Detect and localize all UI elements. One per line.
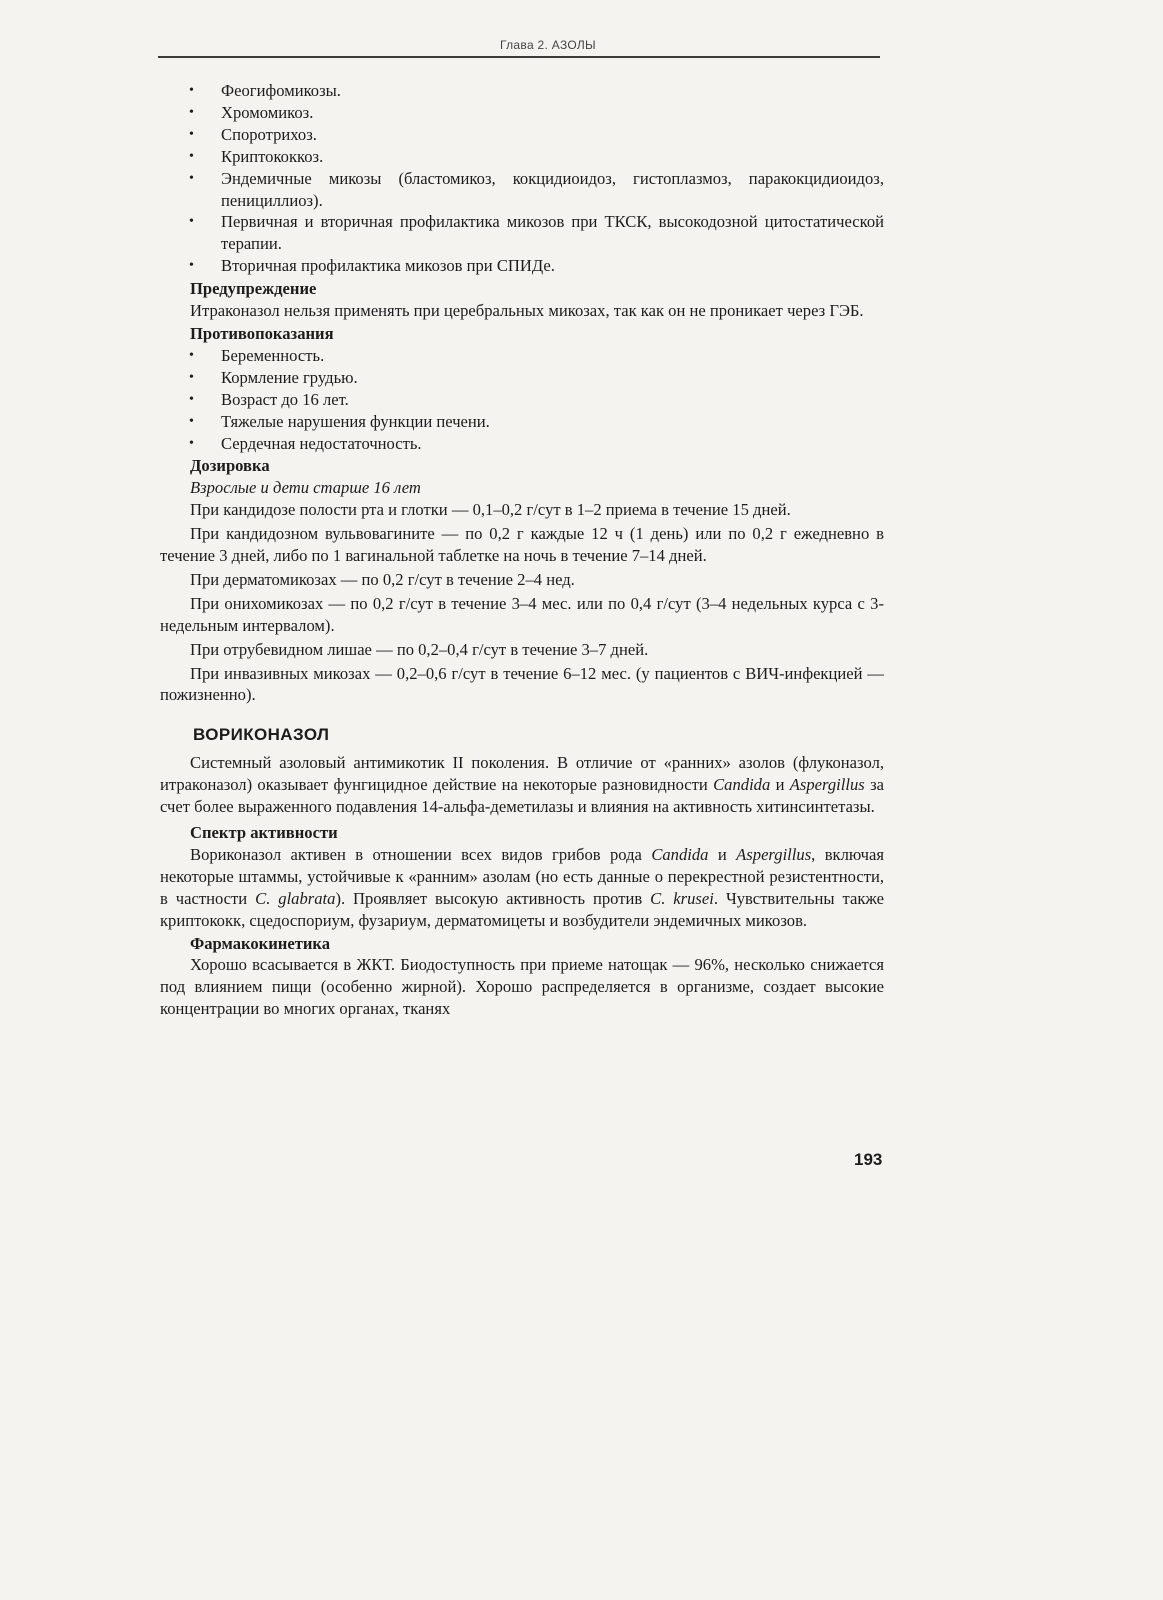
dosage-subheading: Взрослые и дети старше 16 лет [190, 478, 421, 498]
list-item: • Беременность. [160, 345, 884, 367]
italic-run: C. glabrata [255, 888, 336, 908]
list-item: • Тяжелые нарушения функции печени. [160, 411, 884, 433]
italic-run: Aspergillus [789, 775, 865, 795]
list-item: • Кормление грудью. [160, 367, 884, 389]
text-run: Вориконазол активен в отношении всех видов грибов рода [190, 844, 652, 864]
indications-list [160, 80, 884, 277]
page-number: 193 [854, 1150, 883, 1169]
dosage-paragraph: При кандидозном вульвовагините — по 0,2 г каждые 12 ч (1 день) или по 0,2 г ежедневно в течение 3 дней, либо по 1 вагинальной таблетке на ночь в течение 7–14 дней. [160, 524, 884, 566]
list-item: • Феогифомикозы. [160, 80, 884, 102]
italic-run: Candida [713, 775, 771, 795]
voriconazole-intro-paragraph [160, 752, 884, 818]
contraindications-heading: Противопоказания [190, 323, 334, 343]
text-run: Системный азоловый антимикотик II поколения. В отличие от «ранних» азолов (флуконазол, итраконазол) оказывает фунгицидное действие на некоторые разновидности [160, 753, 884, 795]
text-run: и [770, 775, 790, 795]
dosage-paragraph: При кандидозе полости рта и глотки — 0,1–0,2 г/сут в 1–2 приема в течение 15 дней. [190, 500, 791, 520]
list-item: • Споротрихоз. [160, 124, 884, 146]
page-content [160, 80, 884, 1020]
pharmacokinetics-heading: Фармакокинетика [190, 933, 331, 953]
list-item: • Эндемичные микозы (бластомикоз, кокцидиоидоз, гистоплазмоз, паракокцидиоидоз, пенициллиоз). [160, 168, 884, 212]
contraindications-list [160, 345, 884, 455]
italic-run: C. krusei [650, 888, 714, 908]
list-item: • Возраст до 16 лет. [160, 389, 884, 411]
list-item: • Хромомикоз. [160, 102, 884, 124]
spectrum-heading: Спектр активности [190, 823, 338, 842]
voriconazole-section-title: ВОРИКОНАЗОЛ [193, 725, 330, 745]
italic-run: Aspergillus [736, 844, 812, 864]
text-run: за счет более выраженного подавления 14-альфа-деметилазы и влияния на активность хитинсинтетазы. [160, 775, 884, 817]
dosage-paragraph: При инвазивных микозах — 0,2–0,6 г/сут в течение 6–12 мес. (у пациентов с ВИЧ-инфекцией — пожизненно). [160, 663, 884, 705]
text-run: , включая некоторые штаммы, устойчивые к «ранним» азолам (но есть данные о перекрестной резистентности, в частности [160, 844, 884, 908]
dosage-paragraph: При отрубевидном лишае — по 0,2–0,4 г/сут в течение 3–7 дней. [190, 639, 649, 659]
warning-paragraph: Итраконазол нельзя применять при церебральных микозах, так как он не проникает через ГЭБ. [190, 301, 864, 321]
text-run: и [708, 844, 737, 864]
spectrum-paragraph [160, 844, 884, 932]
list-item: • Криптококкоз. [160, 146, 884, 168]
italic-run: Candida [651, 844, 709, 864]
dosage-heading: Дозировка [190, 456, 270, 476]
warning-heading: Предупреждение [190, 279, 317, 299]
list-item: • Сердечная недостаточность. [160, 433, 884, 455]
dosage-paragraph: При дерматомикозах — по 0,2 г/сут в течение 2–4 нед. [190, 569, 575, 589]
text-run: ). Проявляет высокую активность против [335, 888, 651, 908]
text-run: . Чувствительны также криптококк, сцедоспориум, фузариум, дерматомицеты и возбудители эндемичных микозов. [160, 888, 885, 930]
running-head: Глава 2. АЗОЛЫ [500, 38, 596, 52]
pharmacokinetics-paragraph: Хорошо всасывается в ЖКТ. Биодоступность при приеме натощак — 96%, несколько снижается под влиянием пищи (особенно жирной). Хорошо распределяется в организме, создает высокие концентрации во многих органах, тканях [160, 955, 884, 1019]
header-rule [158, 56, 880, 58]
dosage-paragraph: При онихомикозах — по 0,2 г/сут в течение 3–4 мес. или по 0,4 г/сут (3–4 недельных курса с 3-недельным интервалом). [160, 593, 884, 635]
list-item: • Первичная и вторичная профилактика микозов при ТКСК, высокодозной цитостатической терапии. [160, 211, 884, 255]
list-item: • Вторичная профилактика микозов при СПИДе. [160, 255, 884, 277]
